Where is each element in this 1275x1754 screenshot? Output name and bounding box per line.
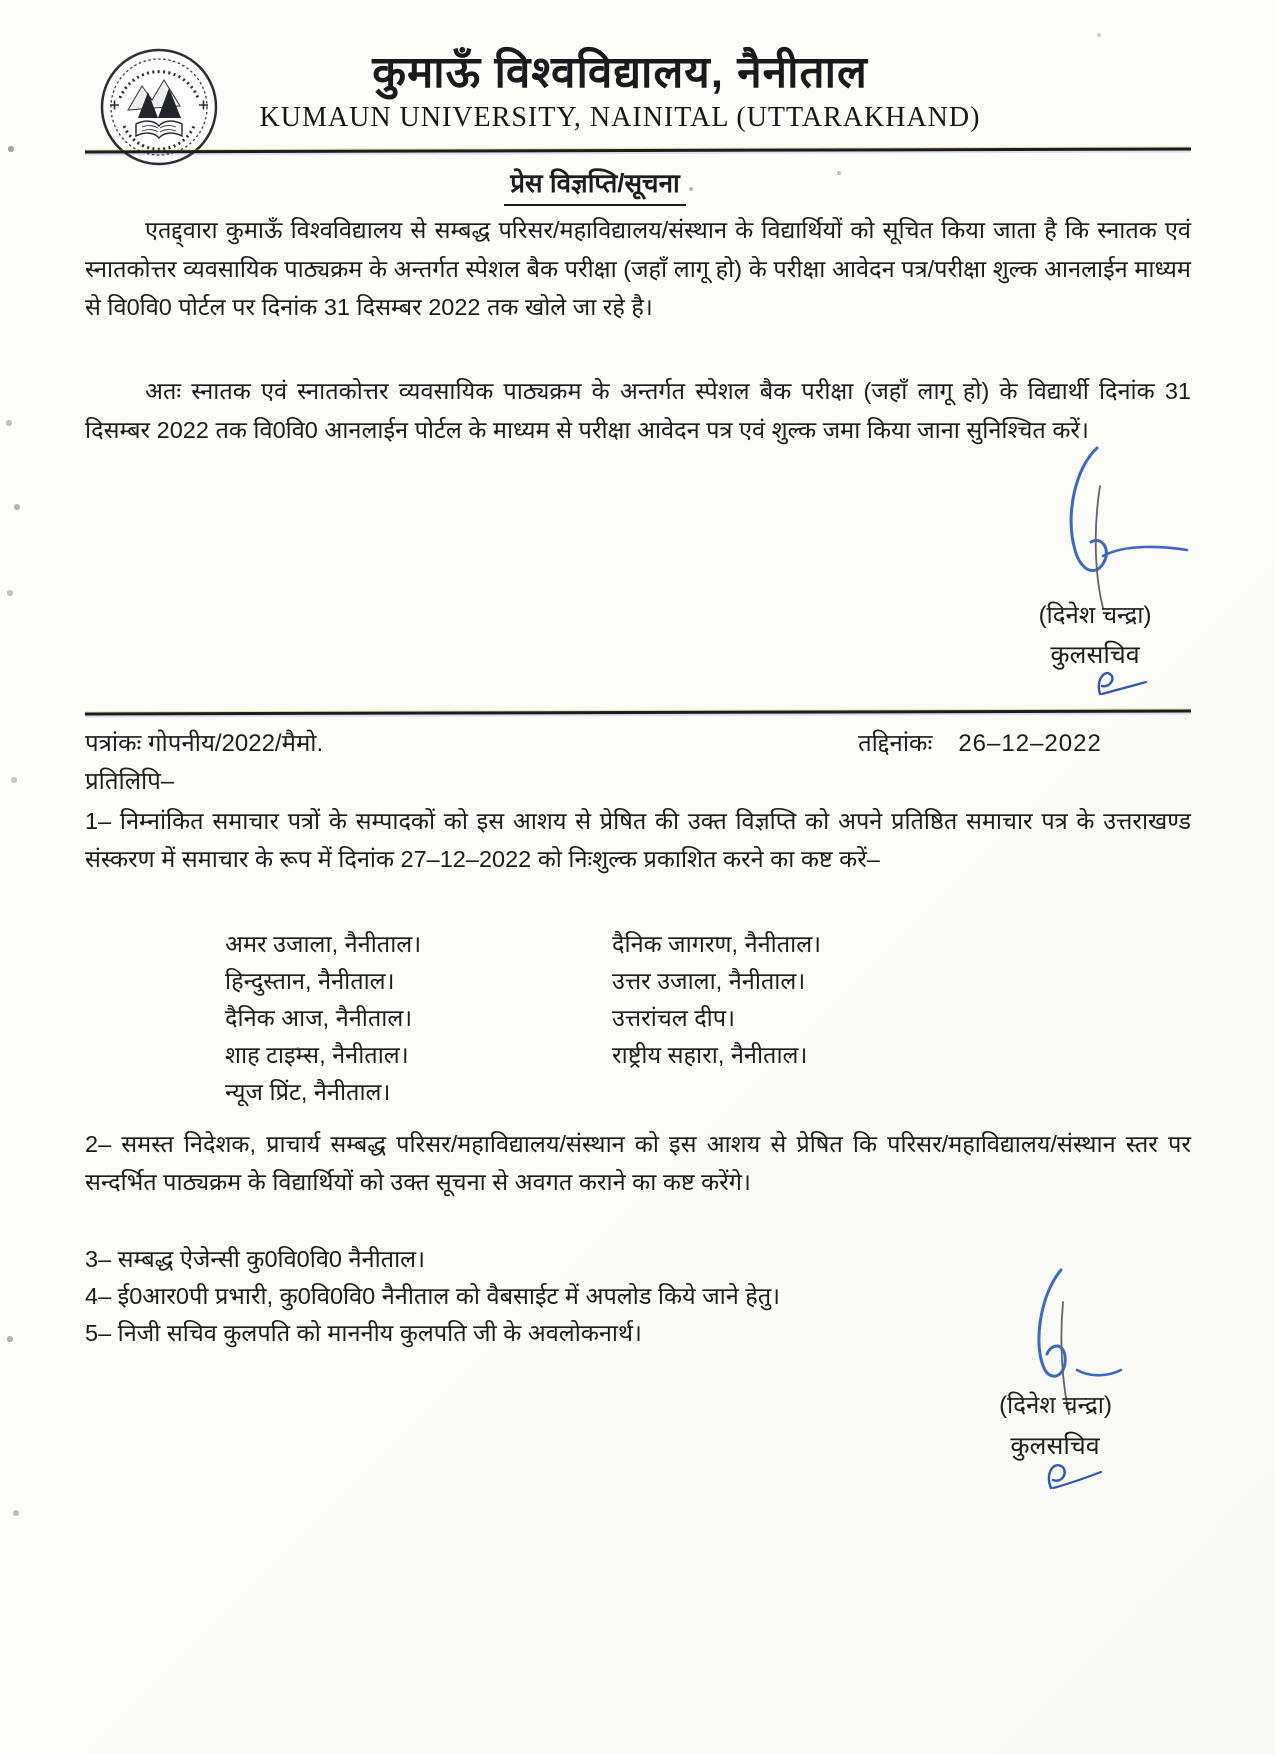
signatory-name-top: (दिनेश चन्द्रा)	[1038, 602, 1152, 629]
date-value: 26–12–2022	[958, 730, 1102, 757]
header-divider-line	[85, 148, 1191, 154]
signatory-designation-top: कुलसचिव	[1050, 641, 1140, 669]
date-label: तद्दिनांकः	[858, 730, 933, 757]
copy-item-1: 1– निम्नांकित समाचार पत्रों के सम्पादकों को इस आशय से प्रेषित की उक्त विज्ञप्ति को अपने प्रतिष्ठित समाचार पत्र के उत्तराखण्ड संस्करण में समाचार के रूप में दिनांक 27–12–2022 को निःशुल्क प्रकाशित करने का कष्ट करें–	[85, 808, 1191, 872]
scan-artifacts	[0, 0, 2, 2]
newspaper-item: दैनिक जागरण, नैनीताल।	[612, 931, 822, 957]
copy-item-4: 4– ई0आर0पी प्रभारी, कु0वि0वि0 नैनीताल को वैबसाईट में अपलोड किये जाने हेतु।	[85, 1283, 781, 1309]
notice-title-wrap	[0, 164, 1190, 206]
letter-date-row	[858, 726, 1102, 759]
newspaper-item: उत्तरांचल दीप।	[612, 1005, 736, 1031]
copy-item-2: 2– समस्त निदेशक, प्राचार्य सम्बद्ध परिसर/महाविद्यालय/संस्थान को इस आशय से प्रेषित कि परिसर/महाविद्यालय/संस्थान स्तर पर सन्दर्भित पाठ्यक्रम के विद्यार्थियों को उक्त सूचना से अवगत कराने का कष्ट करेंगे।	[85, 1131, 1191, 1195]
letter-number: पत्रांकः गोपनीय/2022/मैमो.	[85, 730, 324, 757]
newspaper-item: राष्ट्रीय सहारा, नैनीताल।	[612, 1042, 808, 1068]
reference-divider-line	[85, 710, 1191, 716]
newspaper-item: शाह टाइम्स, नैनीताल।	[225, 1042, 409, 1068]
copy-item-3: 3– सम्बद्ध ऐजेन्सी कु0वि0वि0 नैनीताल।	[85, 1246, 425, 1272]
university-name-hindi: कुमाऊँ विश्वविद्यालय, नैनीताल	[372, 48, 868, 97]
signature-initial-top	[1088, 666, 1150, 702]
copy-item-5: 5– निजी सचिव कुलपति को माननीय कुलपति जी के अवलोकनार्थ।	[85, 1320, 642, 1346]
copy-heading: प्रतिलिपि–	[85, 768, 175, 795]
signatory-designation-bottom: कुलसचिव	[1010, 1432, 1100, 1460]
notice-title: प्रेस विज्ञप्ति/सूचना	[504, 164, 686, 206]
notice-paragraph-1: एतद्द्वारा कुमाऊँ विश्वविद्यालय से सम्बद्ध परिसर/महाविद्यालय/संस्थान के विद्यार्थियों को सूचित किया जाता है कि स्नातक एवं स्नातकोत्तर व्यवसायिक पाठ्यक्रम के अन्तर्गत स्पेशल बैक परीक्षा (जहाँ लागू हो) के परीक्षा आवेदन पत्र/परीक्षा शुल्क आनलाईन माध्यम से वि0वि0 पोर्टल पर दिनांक 31 दिसम्बर 2022 तक खोले जा रहे है।	[85, 217, 1191, 320]
university-name-english: KUMAUN UNIVERSITY, NAINITAL (UTTARAKHAND)	[259, 102, 981, 133]
newspaper-item: दैनिक आज, नैनीताल।	[225, 1005, 413, 1031]
newspaper-item: उत्तर उजाला, नैनीताल।	[612, 968, 806, 994]
newspaper-item: न्यूज प्रिंट, नैनीताल।	[225, 1079, 391, 1105]
newspaper-item: हिन्दुस्तान, नैनीताल।	[225, 968, 395, 994]
registrar-signature-top	[1045, 438, 1195, 613]
signature-initial-bottom	[1035, 1458, 1105, 1498]
newspaper-list-left	[225, 926, 421, 1111]
notice-paragraph-2: अतः स्नातक एवं स्नातकोत्तर व्यवसायिक पाठ्यक्रम के अन्तर्गत स्पेशल बैक परीक्षा (जहाँ लागू हो) के विद्यार्थी दिनांक 31 दिसम्बर 2022 तक वि0वि0 आनलाईन पोर्टल के माध्यम से परीक्षा आवेदन पत्र एवं शुल्क जमा किया जाना सुनिश्चित करें।	[85, 378, 1191, 443]
newspaper-item: अमर उजाला, नैनीताल।	[225, 931, 422, 957]
signatory-name-bottom: (दिनेश चन्द्रा)	[999, 1392, 1112, 1419]
newspaper-list-right	[612, 926, 821, 1074]
